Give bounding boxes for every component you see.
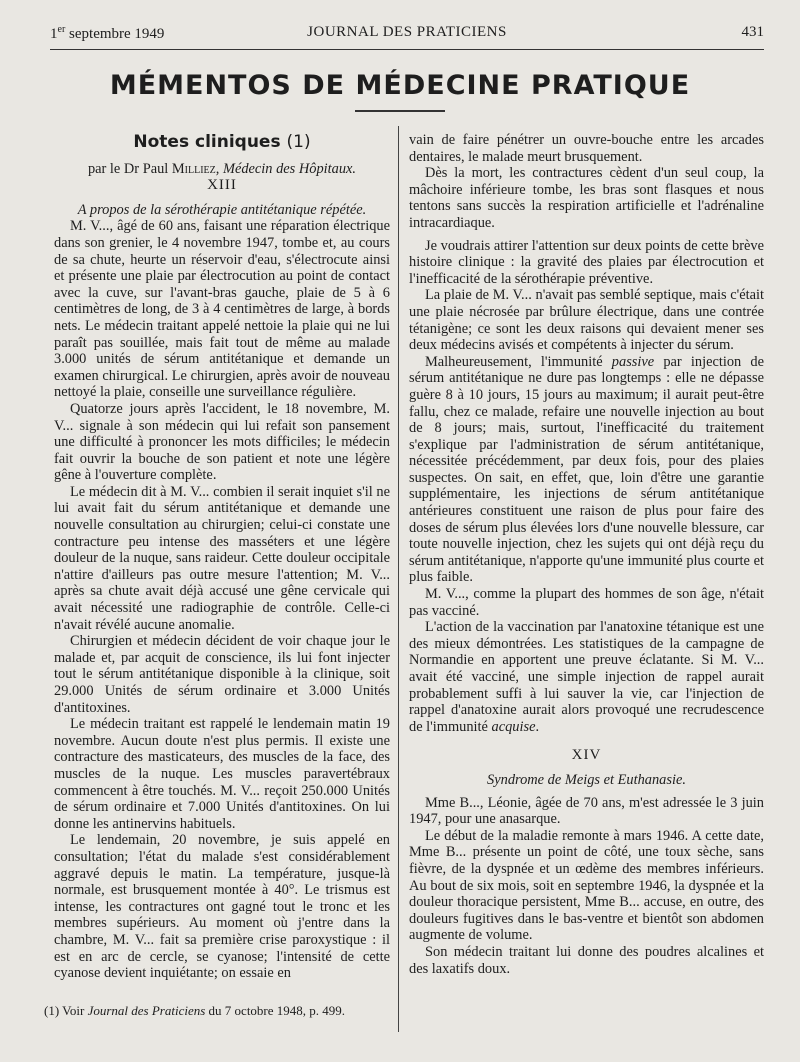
title-rule — [355, 110, 445, 112]
paragraph: Le lendemain, 20 novembre, je suis appelé en consultation; l'état du malade s'est considérablement aggravé depuis le matin. La température, jusque-là normale, est brusquement montée à 40°. Le trismus est intense, les contractures ont gagné tout le tronc et les membres supérieurs. Au moment où j'entre dans la chambre, M. V... fait sa première crise paroxystique : il est en arc de cercle, se cyanose; l'intensité de cette cyanose devient inquiétante; on essaie en — [54, 832, 390, 982]
note-subtitle: A propos de la sérothérapie antitétanique répétée. — [77, 201, 367, 218]
footnote: (1) Voir Journal des Praticiens du 7 octobre 1948, p. 499. — [44, 1003, 346, 1018]
paragraph: L'action de la vaccination par l'anatoxine tétanique est une des mieux démontrées. Les statistiques de la campagne de Normandie en apportent une preuve éclatante. Si M. V... avait été vacciné, une simple injection de rappel aurait probablement suffi à lui sauver la vie, car l'injection de rappel d'anatoxine aurait alors provoqué une recrudescence de l'immunité acquise. — [409, 619, 764, 735]
paragraph: Le début de la maladie remonte à mars 1946. A cette date, Mme B... présente un point de côté, une toux sèche, sans fièvre, de la dyspnée et un œdème des membres inférieurs. Au bout de six mois, soit en septembre 1946, la dyspnée et la douleur thoracique persistent, Mme B... accuse, en outre, des douleurs fugitives dans le bas-ventre et bientôt son abdomen augmente de volume. — [409, 827, 764, 944]
paragraph: Le médecin traitant est rappelé le lendemain matin 19 novembre. Aucun doute n'est plus permis. Il existe une contracture des masticateurs, des muscles de la face, des muscles de la nuque. Les muscles paravertébraux commencent à être touchés. M. V... reçoit 250.000 Unités de sérum ordinaire et 7.000 Unités d'antitoxines. On lui donne les antinervins habituels. — [54, 716, 390, 832]
paragraph: vain de faire pénétrer un ouvre-bouche entre les arcades dentaires, le malade meurt brusquement. — [409, 132, 764, 165]
paragraph: La plaie de M. V... n'avait pas semblé septique, mais c'était une plaie nécrosée par brûlure électrique, dans une contrée tétanigène; ce sont les deux raisons qui devaient mener ses deux médecins avisés et compétents à injecter du sérum. — [409, 287, 764, 354]
author-name: Milliez — [171, 160, 216, 177]
footnote-ref: (1) — [286, 132, 311, 152]
paragraph: Son médecin traitant lui donne des poudres alcalines et des laxatifs doux. — [409, 943, 764, 977]
note-subtitle: Syndrome de Meigs et Euthanasie. — [487, 771, 686, 788]
right-column — [409, 132, 764, 977]
left-column — [54, 132, 390, 982]
paragraph: Le médecin dit à M. V... combien il serait inquiet s'il ne lui avait fait du sérum antitétanique et demande une nouvelle consultation au chirurgien; celui-ci constate une contracture peu intense des masséters et une légère douleur de la nuque, sans raideur. Cette douleur occipitale n'attire d'ailleurs pas outre mesure l'attention; M. V... après sa chute avait déjà accusé une gêne cervicale qui avait nécessité une radiographie de contrôle. Celle-ci n'avait révélé aucune anomalie. — [54, 483, 390, 633]
paragraph: Chirurgien et médecin décident de voir chaque jour le malade et, par acquit de conscience, ils lui font injecter tout le sérum antitétanique disponible à la clinique, soit 29.000 Unités de sérum ordinaire et 3.000 Unités d'antitoxines. — [54, 633, 390, 716]
note-number: XIV — [571, 747, 602, 764]
paragraph: Mme B..., Léonie, âgée de 70 ans, m'est adressée le 3 juin 1947, pour une anasarque. — [409, 794, 764, 828]
paragraph: Malheureusement, l'immunité passive par injection de sérum antitétanique ne dure pas longtemps : elle ne dépasse guère 8 à 10 jours, 15 jours au maximum; il aurait peut-être fallu, chez ce malade, refaire une nouvelle injection au bout de 8 jours; mais, surtout, l'inefficacité du traitement s'explique par l'administration de sérum antitétanique, nécessitée précédemment, par deux fois, pour des plaies suspectes. On sait, en effet, que, loin d'être une garantie supplémentaire, les injections de sérum antitétanique antérieures constituent une raison de plus pour faire des doses de sérum plus élevées lors d'une nouvelle blessure, car toute nouvelle injection, chez les sujets qui ont déjà reçu du sérum antitétanique, n'apporte qu'une immunité plus courte et plus faible. — [409, 353, 765, 586]
header-rule — [50, 49, 764, 50]
byline: par le Dr Paul Milliez, Médecin des Hôpitaux. — [87, 160, 357, 177]
paragraph: Je voudrais attirer l'attention sur deux points de cette brève histoire clinique : la gravité des plaies par électrocution et l'inefficacité de la sérothérapie préventive. — [409, 237, 764, 287]
paragraph: M. V..., âgé de 60 ans, faisant une réparation électrique dans son grenier, le 4 novembre 1947, tombe et, au cours de sa chute, heurte un réservoir d'eau, s'électrocute ainsi et présente une plaie par électrocution au point de contact avec la cuve, sur l'avant-bras gauche, plaie de 5 à 6 centimètres de long, de 3 à 4 centimètres de large, à bords nets. Le médecin traitant appelé nettoie la plaie qui ne lui paraît pas souillée, mais fait tout de même au malade 3.000 unités de sérum antitétanique et demande un examen chirurgical. Le chirurgien, après avoir de nouveau nettoyé la plaie, conseille une surveillance régulière. — [54, 218, 390, 401]
paragraph: M. V..., comme la plupart des hommes de son âge, n'était pas vacciné. — [409, 586, 764, 619]
column-divider — [398, 126, 399, 1032]
footnote-journal: Journal des Praticiens — [87, 1003, 206, 1018]
paragraph: Quatorze jours après l'accident, le 18 novembre, M. V... signale à son médecin qui lui refait son pansement une difficulté à prononcer les mots difficiles; le médecin fait ouvrir la bouche de son patient et note une légère gêne à l'ouverture complète. — [54, 400, 390, 484]
issue-date: 1er septembre 1949 — [50, 24, 165, 42]
page-number: 431 — [741, 24, 764, 40]
note-number: XIII — [207, 177, 237, 194]
paragraph: Dès la mort, les contractures cèdent d'un seul coup, la mâchoire inférieure tombe, les bras sont flasques et nous tentons sans succès la respiration artificielle et l'adrénaline intracardiaque. — [409, 165, 764, 231]
section-title: Notes cliniques (1) — [133, 132, 311, 152]
page-title: MÉMENTOS DE MÉDECINE PRATIQUE — [109, 70, 691, 101]
journal-name: JOURNAL DES PRATICIENS — [307, 24, 507, 40]
running-header — [50, 24, 764, 46]
